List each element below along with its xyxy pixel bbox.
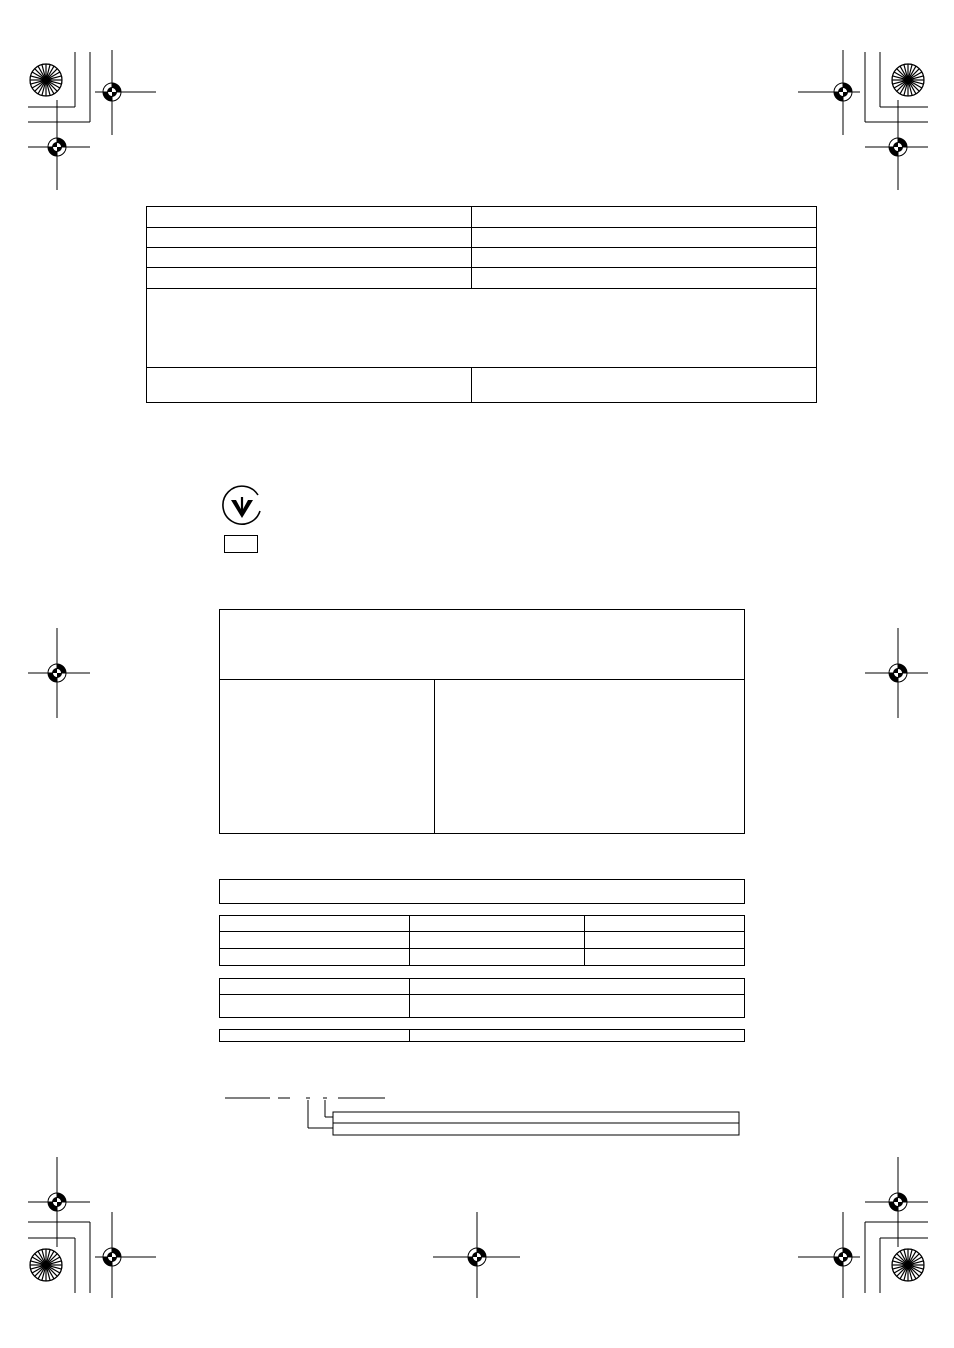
- table-column-divider: [471, 367, 472, 403]
- three-column-table-outline: [219, 915, 745, 966]
- table-row-divider: [146, 367, 817, 368]
- table-row-divider: [219, 948, 745, 949]
- single-row-table-outline: [219, 1029, 745, 1042]
- table-row-divider: [219, 931, 745, 932]
- table-row-divider: [219, 994, 745, 995]
- table-column-divider: [584, 915, 585, 966]
- certificate-code-box: [224, 535, 258, 553]
- table-column-divider: [409, 978, 410, 1018]
- table-column-divider: [409, 1029, 410, 1042]
- table-row-divider: [146, 288, 817, 289]
- section-header-box: [219, 879, 745, 904]
- table-row-divider: [146, 247, 817, 248]
- table-column-divider: [471, 206, 472, 288]
- info-table-outline: [219, 609, 745, 834]
- table-row-divider: [146, 227, 817, 228]
- table-column-divider: [434, 679, 435, 834]
- spec-table-outline: [146, 206, 817, 403]
- table-column-divider: [409, 915, 410, 966]
- ukrainian-conformity-mark-icon: [220, 485, 264, 529]
- model-code-legend-diagram: [220, 1090, 750, 1142]
- table-row-divider: [146, 267, 817, 268]
- table-row-divider: [219, 679, 745, 680]
- two-column-table-outline: [219, 978, 745, 1018]
